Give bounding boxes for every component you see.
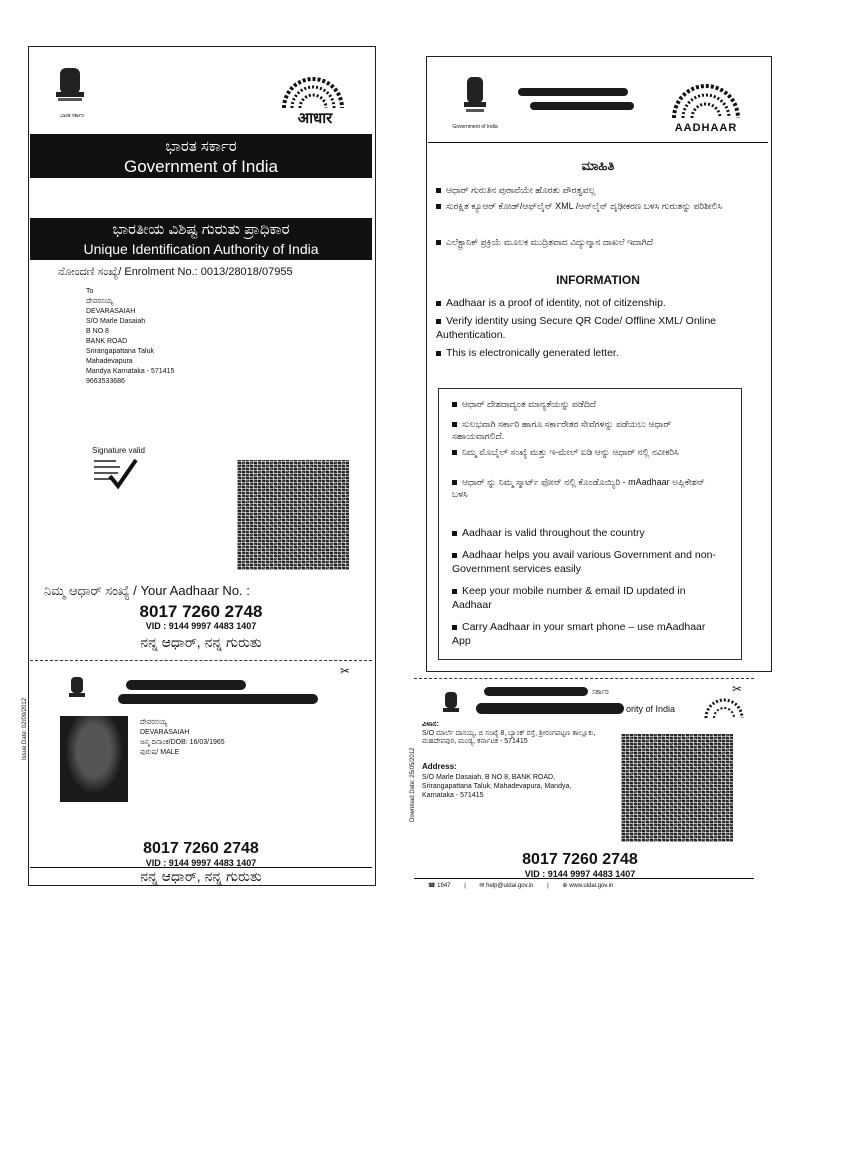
national-emblem-icon [460, 74, 490, 118]
address-name-kannada: ದೇವರಸಯ್ಯ [86, 298, 114, 305]
english-info-item: Aadhaar is a proof of identity, not of citizenship. [436, 296, 756, 310]
tagline-kannada: ನನ್ನ ಆಧಾರ್, ನನ್ನ ಗುರುತು [140, 634, 262, 650]
redacted-text [476, 703, 624, 714]
address-name: DEVARASAIAH [86, 308, 136, 315]
emblem-caption: ಭಾರತ ಸರ್ಕಾರ [60, 113, 84, 119]
email-icon: ✉ [479, 883, 485, 889]
address-relation: S/O Marle Dasaiah [86, 318, 146, 325]
lower-aadhaar-number: 8017 7260 2748 [522, 851, 638, 868]
aadhaar-number: 8017 7260 2748 [139, 602, 263, 621]
box-kannada-item: ಆಧಾರ್ ದೇಶದಾದ್ಯಂತ ಮಾನ್ಯತೆಯನ್ನು ಪಡೆದಿದೆ [452, 398, 722, 410]
download-date: Download Date: 25/05/2012 [410, 747, 416, 822]
english-info-item: This is electronically generated letter. [436, 346, 756, 360]
address-english: S/O Marle Dasaiah, B NO 8, BANK ROAD, Srirangapattana Taluk, Mahadevapura, Mandya, Karnataka - 571415 [422, 774, 572, 799]
redacted-text [118, 694, 318, 704]
qr-code [237, 460, 349, 570]
enrolment-label: ನೋಂದಣಿ ಸಂಖ್ಯೆ/ Enrolment No.: [58, 266, 198, 278]
holder-name-kannada: ದೇವರಸಯ್ಯ [140, 719, 168, 726]
small-emblem-icon [440, 690, 462, 718]
header-divider [428, 142, 768, 143]
lower-tagline-kannada: ನನ್ನ ಆಧಾರ್, ನನ್ನ ಗುರುತು [30, 867, 372, 885]
vilasa-label: ವಿಳಾಸ: [422, 721, 439, 728]
aadhaar-logo-text: आधार [297, 110, 333, 127]
uidai-english: Unique Identification Authority of India [83, 241, 319, 257]
redacted-text [518, 88, 628, 96]
govt-kannada: ಭಾರತ ಸರ್ಕಾರ [165, 138, 237, 155]
address-line: B NO 8 [86, 328, 109, 335]
footer-email: help@uidai.gov.in [486, 883, 534, 889]
box-english-item: Aadhaar is valid throughout the country [452, 526, 722, 540]
cut-line [414, 678, 754, 679]
footer-web: www.uidai.gov.in [569, 883, 614, 889]
lower-vid-number: VID : 9144 9997 4483 1407 [524, 869, 636, 879]
aadhaar-logo-icon [276, 70, 350, 110]
kannada-info-item: ಸುರಕ್ಷಿತ ಕ್ಯೂಆರ್ ಕೋಡ್/ಆಫ್‌ಲೈನ್ XML /ಆನ್‌ಲೈನ್ ದೃಢೀಕರಣ ಬಳಸಿ ಗುರುತನ್ನು ಪರಿಶೀಲಿಸಿ [436, 200, 756, 212]
kannada-info-item: ಆಧಾರ್ ಗುರುತಿನ ಪುರಾವೆಯೇ ಹೊರತು ಪೌರತ್ವವಲ್ಲ [436, 184, 756, 196]
aadhaar-logo-text: AADHAAR [674, 122, 738, 134]
aadhaar-logo-icon [666, 78, 746, 120]
address-line: BANK ROAD [86, 338, 128, 345]
redacted-text [126, 680, 246, 690]
cut-line [30, 660, 372, 661]
box-kannada-item: ಸುಲಭವಾಗಿ ಸರ್ಕಾರಿ ಹಾಗೂ ಸರ್ಕಾರೇತರ ಸೇವೆಗಳನ್ನು ಪಡೆಯಲು ಆಧಾರ್ ಸಹಾಯವಾಗಲಿದೆ. [452, 419, 672, 441]
footer: ☎ 1947 | ✉ help@uidai.gov.in | ⊕ www.uidai.gov.in [428, 883, 614, 889]
enrolment-line [58, 266, 293, 279]
address-line: Mahadevapura [86, 358, 133, 365]
govt-suffix: ಸರ್ಕಾರ [592, 689, 609, 696]
vid-number: VID : 9144 9997 4483 1407 [145, 621, 257, 631]
issue-date: Issue Date: 02/09/2012 [22, 697, 28, 760]
address-line: Mandya Karnataka - 571415 [86, 368, 175, 375]
government-header-bar [30, 134, 372, 178]
enrolment-number: 0013/28018/07955 [200, 266, 293, 278]
govt-english: Government of India [123, 157, 279, 176]
kannada-info-item: ಎಲೆಕ್ಟ್ರಾನಿಕ್ ಪ್ರಕ್ರಿಯೆ ಮೂಲಕ ಮುದ್ರಿತವಾದ ವಿದ್ಯುನ್ಮಾನ ದಾಖಲೆ ಇದಾಗಿದೆ [436, 236, 756, 248]
signature-valid-label: Signature valid [92, 446, 145, 455]
holder-gender: ಪುರುಷ/ MALE [140, 749, 180, 756]
redacted-text [484, 687, 588, 696]
box-kannada-item: ಆಧಾರ್ ನ್ನು ನಿಮ್ಮ ಸ್ಮಾರ್ಟ್ ಫೋನ್ ನಲ್ಲಿ ಕೊಂಡೊಯ್ಯಿರಿ - mAadhaar ಅಪ್ಲಿಕೇಶನ್ ಬಳಸಿ [452, 477, 705, 499]
information-title: INFORMATION [556, 273, 640, 287]
phone-icon: ☎ [428, 883, 436, 889]
holder-name: DEVARASAIAH [140, 729, 190, 736]
photo-placeholder [60, 716, 128, 802]
signature-checkmark-icon [94, 456, 140, 492]
kannada-address: S/O ಮಾರ್ಲೆ ದಾಸಯ್ಯ, ಬಿ ಸಂಖ್ಯೆ 8, ಬ್ಯಾಂಕ್ ರಸ್ತೆ, ಶ್ರೀರಂಗಪಟ್ಟಣ ತಾಲ್ಲೂಕು, ಮಹದೇವಪುರ, ಮಂಡ್ಯ, ಕರ್ನಾಟಕ - 571415 [422, 730, 596, 745]
scissors-icon: ✂ [340, 664, 351, 678]
web-icon: ⊕ [562, 883, 568, 889]
holder-details [140, 718, 225, 758]
authority-suffix: ority of India [626, 704, 676, 714]
mahiti-title: ಮಾಹಿತಿ [581, 158, 615, 173]
lower-aadhaar-number: 8017 7260 2748 [143, 840, 259, 857]
box-english-item: Carry Aadhaar in your smart phone – use mAadhaar App [452, 621, 706, 647]
address-to: To [86, 288, 94, 295]
small-emblem-icon [66, 675, 88, 703]
address-phone: 9663533686 [86, 378, 125, 385]
redacted-text [530, 102, 634, 110]
emblem-caption: Government of India [452, 124, 498, 130]
address-label: Address: [422, 762, 457, 771]
national-emblem-icon [50, 64, 90, 110]
qr-code [621, 734, 733, 842]
holder-dob: ಜನ್ಮ ದಿನಾಂಕ/DOB: 16/03/1965 [140, 739, 225, 746]
aadhaar-number-label: ನಿಮ್ಮ ಆಧಾರ್ ಸಂಖ್ಯೆ / Your Aadhaar No. : [44, 583, 250, 598]
scissors-icon: ✂ [732, 682, 743, 696]
address-line: Srirangapattana Taluk [86, 348, 154, 355]
footer-1947: 1947 [437, 883, 451, 889]
box-english-item: Aadhaar helps you avail various Government and non-Government services easily [452, 549, 716, 575]
aadhaar-logo-small-icon [702, 694, 746, 720]
uidai-header-bar [30, 218, 372, 260]
english-info-item: Verify identity using Secure QR Code/ Offline XML/ Online Authentication. [436, 315, 717, 341]
footer-line [414, 878, 754, 879]
lower-vid-number: VID : 9144 9997 4483 1407 [145, 858, 257, 868]
uidai-kannada: ಭಾರತೀಯ ವಿಶಿಷ್ಟ ಗುರುತು ಪ್ರಾಧಿಕಾರ [112, 221, 290, 238]
box-kannada-item: ನಿಮ್ಮ ಮೊಬೈಲ್ ಸಂಖ್ಯೆ ಮತ್ತು ಇ-ಮೇಲ್ ಐಡಿ ಆನ್ನು ಆಧಾರ್ ನಲ್ಲಿ ನವೀಕರಿಸಿ [452, 446, 722, 458]
recipient-address [86, 287, 286, 387]
box-english-item: Keep your mobile number & email ID updated in Aadhaar [452, 585, 686, 611]
